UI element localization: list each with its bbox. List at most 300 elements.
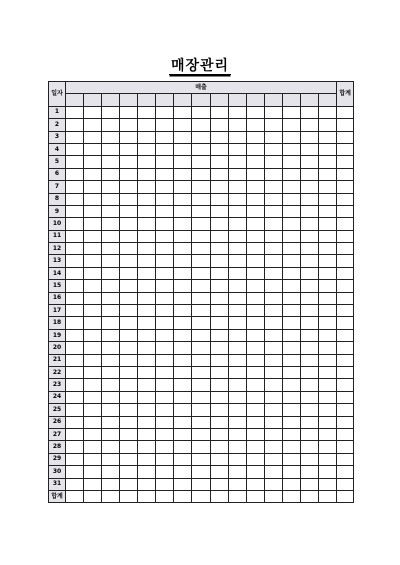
sales-cell[interactable] (228, 106, 246, 118)
sales-cell[interactable] (156, 243, 174, 255)
sales-cell[interactable] (120, 466, 138, 478)
sales-cell[interactable] (120, 280, 138, 292)
sales-cell[interactable] (264, 466, 282, 478)
sales-cell[interactable] (210, 441, 228, 453)
sales-cell[interactable] (210, 329, 228, 341)
sales-cell[interactable] (66, 317, 84, 329)
sales-cell[interactable] (210, 119, 228, 131)
sales-cell[interactable] (156, 280, 174, 292)
sales-cell[interactable] (282, 218, 300, 230)
sales-cell[interactable] (66, 106, 84, 118)
sales-cell[interactable] (102, 416, 120, 428)
sales-cell[interactable] (282, 453, 300, 465)
sales-cell[interactable] (84, 131, 102, 143)
sales-cell[interactable] (246, 354, 264, 366)
sales-cell[interactable] (246, 193, 264, 205)
sales-cell[interactable] (264, 243, 282, 255)
sales-cell[interactable] (102, 478, 120, 490)
row-total-cell[interactable] (337, 156, 354, 168)
sales-cell[interactable] (300, 416, 318, 428)
sales-cell[interactable] (318, 267, 336, 279)
sales-cell[interactable] (192, 342, 210, 354)
sales-cell[interactable] (228, 143, 246, 155)
sales-cell[interactable] (102, 243, 120, 255)
sales-cell[interactable] (318, 292, 336, 304)
sales-cell[interactable] (84, 416, 102, 428)
sales-cell[interactable] (138, 119, 156, 131)
sales-cell[interactable] (192, 379, 210, 391)
sales-cell[interactable] (156, 267, 174, 279)
sales-cell[interactable] (102, 181, 120, 193)
sales-cell[interactable] (246, 156, 264, 168)
sales-cell[interactable] (192, 416, 210, 428)
sales-cell[interactable] (174, 317, 192, 329)
sales-cell[interactable] (300, 267, 318, 279)
sales-cell[interactable] (156, 143, 174, 155)
sales-cell[interactable] (138, 428, 156, 440)
sales-cell[interactable] (282, 292, 300, 304)
sales-cell[interactable] (264, 143, 282, 155)
sales-cell[interactable] (246, 404, 264, 416)
sales-cell[interactable] (120, 441, 138, 453)
sales-cell[interactable] (120, 168, 138, 180)
sales-cell[interactable] (174, 205, 192, 217)
sales-cell[interactable] (138, 280, 156, 292)
sales-cell[interactable] (156, 428, 174, 440)
sales-cell[interactable] (138, 243, 156, 255)
sales-cell[interactable] (210, 366, 228, 378)
sales-cell[interactable] (246, 243, 264, 255)
sales-cell[interactable] (282, 441, 300, 453)
sales-cell[interactable] (246, 379, 264, 391)
sales-cell[interactable] (84, 181, 102, 193)
sales-cell[interactable] (102, 205, 120, 217)
sales-cell[interactable] (192, 441, 210, 453)
sales-cell[interactable] (102, 453, 120, 465)
sales-cell[interactable] (300, 404, 318, 416)
sales-cell[interactable] (120, 243, 138, 255)
sales-cell[interactable] (120, 416, 138, 428)
sales-cell[interactable] (246, 416, 264, 428)
sales-cell[interactable] (192, 466, 210, 478)
sales-cell[interactable] (318, 143, 336, 155)
sales-cell[interactable] (102, 391, 120, 403)
sales-cell[interactable] (120, 119, 138, 131)
sales-cell[interactable] (66, 342, 84, 354)
sales-cell[interactable] (264, 379, 282, 391)
sales-cell[interactable] (66, 466, 84, 478)
sales-cell[interactable] (192, 156, 210, 168)
sales-cell[interactable] (318, 391, 336, 403)
sales-cell[interactable] (300, 329, 318, 341)
sales-cell[interactable] (300, 205, 318, 217)
sales-cell[interactable] (174, 131, 192, 143)
sales-cell[interactable] (246, 292, 264, 304)
sales-cell[interactable] (102, 193, 120, 205)
sales-cell[interactable] (174, 416, 192, 428)
row-total-cell[interactable] (337, 404, 354, 416)
sales-cell[interactable] (264, 119, 282, 131)
sales-cell[interactable] (246, 305, 264, 317)
sales-cell[interactable] (192, 490, 210, 502)
sales-cell[interactable] (210, 428, 228, 440)
sales-cell[interactable] (246, 106, 264, 118)
sales-cell[interactable] (84, 119, 102, 131)
sales-cell[interactable] (66, 391, 84, 403)
row-total-cell[interactable] (337, 490, 354, 502)
sales-cell[interactable] (264, 317, 282, 329)
sales-cell[interactable] (156, 416, 174, 428)
row-total-cell[interactable] (337, 354, 354, 366)
sales-cell[interactable] (120, 366, 138, 378)
sales-cell[interactable] (156, 342, 174, 354)
sales-cell[interactable] (84, 292, 102, 304)
sales-cell[interactable] (246, 168, 264, 180)
sales-cell[interactable] (228, 478, 246, 490)
sales-cell[interactable] (228, 366, 246, 378)
sales-cell[interactable] (282, 156, 300, 168)
sales-cell[interactable] (264, 280, 282, 292)
sales-cell[interactable] (210, 478, 228, 490)
sales-cell[interactable] (192, 453, 210, 465)
sales-cell[interactable] (102, 119, 120, 131)
sales-cell[interactable] (156, 131, 174, 143)
sales-cell[interactable] (156, 466, 174, 478)
sales-cell[interactable] (228, 255, 246, 267)
sales-cell[interactable] (210, 280, 228, 292)
sales-cell[interactable] (138, 490, 156, 502)
sales-cell[interactable] (84, 366, 102, 378)
sales-cell[interactable] (210, 243, 228, 255)
row-total-cell[interactable] (337, 168, 354, 180)
sales-cell[interactable] (138, 478, 156, 490)
sales-cell[interactable] (120, 354, 138, 366)
sales-cell[interactable] (102, 490, 120, 502)
sales-cell[interactable] (300, 478, 318, 490)
row-total-cell[interactable] (337, 119, 354, 131)
sales-cell[interactable] (318, 428, 336, 440)
sales-cell[interactable] (84, 391, 102, 403)
sales-cell[interactable] (192, 317, 210, 329)
row-total-cell[interactable] (337, 416, 354, 428)
sales-cell[interactable] (318, 466, 336, 478)
sales-cell[interactable] (102, 317, 120, 329)
sales-cell[interactable] (102, 466, 120, 478)
sales-cell[interactable] (66, 143, 84, 155)
sales-cell[interactable] (156, 453, 174, 465)
sales-cell[interactable] (120, 131, 138, 143)
sales-cell[interactable] (228, 205, 246, 217)
sales-cell[interactable] (84, 193, 102, 205)
sales-cell[interactable] (300, 428, 318, 440)
sales-cell[interactable] (120, 305, 138, 317)
sales-cell[interactable] (156, 255, 174, 267)
sales-cell[interactable] (102, 106, 120, 118)
sales-cell[interactable] (156, 441, 174, 453)
sales-cell[interactable] (66, 243, 84, 255)
row-total-cell[interactable] (337, 267, 354, 279)
sales-cell[interactable] (300, 143, 318, 155)
sales-cell[interactable] (264, 292, 282, 304)
sales-cell[interactable] (228, 329, 246, 341)
sales-cell[interactable] (282, 416, 300, 428)
sales-cell[interactable] (66, 428, 84, 440)
sales-cell[interactable] (264, 478, 282, 490)
sales-cell[interactable] (282, 243, 300, 255)
sales-cell[interactable] (156, 354, 174, 366)
row-total-cell[interactable] (337, 143, 354, 155)
sales-cell[interactable] (264, 416, 282, 428)
sales-cell[interactable] (300, 305, 318, 317)
sales-cell[interactable] (174, 305, 192, 317)
sales-cell[interactable] (66, 354, 84, 366)
sales-cell[interactable] (246, 181, 264, 193)
sales-cell[interactable] (300, 466, 318, 478)
sales-cell[interactable] (300, 156, 318, 168)
row-total-cell[interactable] (337, 280, 354, 292)
sales-cell[interactable] (300, 366, 318, 378)
sales-cell[interactable] (264, 391, 282, 403)
sales-cell[interactable] (156, 168, 174, 180)
sales-cell[interactable] (192, 428, 210, 440)
sales-cell[interactable] (228, 354, 246, 366)
sales-cell[interactable] (66, 478, 84, 490)
sales-cell[interactable] (318, 218, 336, 230)
sales-cell[interactable] (66, 131, 84, 143)
sales-cell[interactable] (66, 255, 84, 267)
sales-cell[interactable] (228, 391, 246, 403)
row-total-cell[interactable] (337, 243, 354, 255)
sales-cell[interactable] (300, 181, 318, 193)
sales-cell[interactable] (210, 354, 228, 366)
sales-cell[interactable] (282, 379, 300, 391)
sales-cell[interactable] (282, 404, 300, 416)
sales-cell[interactable] (228, 292, 246, 304)
sales-cell[interactable] (174, 379, 192, 391)
sales-cell[interactable] (228, 416, 246, 428)
sales-cell[interactable] (318, 478, 336, 490)
sales-cell[interactable] (84, 466, 102, 478)
sales-cell[interactable] (264, 168, 282, 180)
sales-cell[interactable] (300, 441, 318, 453)
sales-cell[interactable] (174, 267, 192, 279)
sales-cell[interactable] (210, 416, 228, 428)
sales-cell[interactable] (138, 329, 156, 341)
sales-cell[interactable] (282, 280, 300, 292)
sales-cell[interactable] (192, 391, 210, 403)
sales-cell[interactable] (282, 205, 300, 217)
sales-cell[interactable] (318, 193, 336, 205)
sales-cell[interactable] (192, 119, 210, 131)
sales-cell[interactable] (120, 329, 138, 341)
sales-cell[interactable] (318, 441, 336, 453)
sales-cell[interactable] (300, 391, 318, 403)
sales-cell[interactable] (138, 143, 156, 155)
sales-cell[interactable] (120, 230, 138, 242)
sales-cell[interactable] (192, 106, 210, 118)
sales-cell[interactable] (210, 379, 228, 391)
sales-cell[interactable] (228, 230, 246, 242)
sales-cell[interactable] (120, 490, 138, 502)
sales-cell[interactable] (246, 119, 264, 131)
sales-cell[interactable] (282, 490, 300, 502)
sales-cell[interactable] (246, 230, 264, 242)
sales-cell[interactable] (300, 230, 318, 242)
sales-cell[interactable] (300, 168, 318, 180)
sales-cell[interactable] (318, 329, 336, 341)
sales-cell[interactable] (192, 305, 210, 317)
sales-cell[interactable] (210, 255, 228, 267)
sales-cell[interactable] (84, 490, 102, 502)
sales-cell[interactable] (246, 317, 264, 329)
sales-cell[interactable] (210, 193, 228, 205)
sales-cell[interactable] (264, 193, 282, 205)
sales-cell[interactable] (210, 131, 228, 143)
sales-cell[interactable] (84, 441, 102, 453)
sales-cell[interactable] (102, 218, 120, 230)
sales-cell[interactable] (192, 255, 210, 267)
sales-cell[interactable] (318, 131, 336, 143)
sales-cell[interactable] (282, 267, 300, 279)
sales-cell[interactable] (264, 441, 282, 453)
sales-cell[interactable] (282, 305, 300, 317)
sales-cell[interactable] (318, 404, 336, 416)
sales-cell[interactable] (66, 181, 84, 193)
sales-cell[interactable] (174, 342, 192, 354)
sales-cell[interactable] (156, 305, 174, 317)
sales-cell[interactable] (174, 280, 192, 292)
sales-cell[interactable] (138, 391, 156, 403)
sales-cell[interactable] (318, 416, 336, 428)
row-total-cell[interactable] (337, 428, 354, 440)
sales-cell[interactable] (174, 453, 192, 465)
sales-cell[interactable] (174, 143, 192, 155)
sales-cell[interactable] (138, 193, 156, 205)
sales-cell[interactable] (102, 267, 120, 279)
row-total-cell[interactable] (337, 329, 354, 341)
sales-cell[interactable] (156, 490, 174, 502)
sales-cell[interactable] (192, 193, 210, 205)
sales-cell[interactable] (228, 404, 246, 416)
sales-cell[interactable] (102, 329, 120, 341)
sales-cell[interactable] (156, 230, 174, 242)
sales-cell[interactable] (120, 143, 138, 155)
row-total-cell[interactable] (337, 131, 354, 143)
sales-cell[interactable] (246, 255, 264, 267)
sales-cell[interactable] (192, 404, 210, 416)
sales-cell[interactable] (120, 342, 138, 354)
sales-cell[interactable] (156, 404, 174, 416)
sales-cell[interactable] (156, 366, 174, 378)
sales-cell[interactable] (66, 441, 84, 453)
sales-cell[interactable] (246, 466, 264, 478)
sales-cell[interactable] (66, 490, 84, 502)
sales-cell[interactable] (84, 243, 102, 255)
sales-cell[interactable] (228, 243, 246, 255)
sales-cell[interactable] (192, 243, 210, 255)
sales-cell[interactable] (246, 267, 264, 279)
sales-cell[interactable] (192, 205, 210, 217)
sales-cell[interactable] (84, 230, 102, 242)
sales-cell[interactable] (84, 478, 102, 490)
sales-cell[interactable] (192, 292, 210, 304)
sales-cell[interactable] (210, 342, 228, 354)
sales-cell[interactable] (138, 106, 156, 118)
sales-cell[interactable] (192, 218, 210, 230)
sales-cell[interactable] (84, 280, 102, 292)
sales-cell[interactable] (66, 453, 84, 465)
sales-cell[interactable] (120, 181, 138, 193)
sales-cell[interactable] (138, 181, 156, 193)
sales-cell[interactable] (264, 267, 282, 279)
sales-cell[interactable] (66, 379, 84, 391)
sales-cell[interactable] (192, 131, 210, 143)
sales-cell[interactable] (264, 354, 282, 366)
sales-cell[interactable] (174, 404, 192, 416)
sales-cell[interactable] (228, 181, 246, 193)
sales-cell[interactable] (264, 205, 282, 217)
sales-cell[interactable] (300, 119, 318, 131)
sales-cell[interactable] (210, 404, 228, 416)
sales-cell[interactable] (174, 490, 192, 502)
sales-cell[interactable] (120, 218, 138, 230)
row-total-cell[interactable] (337, 106, 354, 118)
sales-cell[interactable] (246, 280, 264, 292)
row-total-cell[interactable] (337, 453, 354, 465)
sales-cell[interactable] (246, 329, 264, 341)
sales-cell[interactable] (138, 156, 156, 168)
sales-cell[interactable] (192, 478, 210, 490)
sales-cell[interactable] (318, 305, 336, 317)
sales-cell[interactable] (120, 391, 138, 403)
sales-cell[interactable] (138, 255, 156, 267)
sales-cell[interactable] (228, 218, 246, 230)
sales-cell[interactable] (210, 143, 228, 155)
sales-cell[interactable] (282, 106, 300, 118)
sales-cell[interactable] (300, 106, 318, 118)
sales-cell[interactable] (66, 168, 84, 180)
sales-cell[interactable] (84, 267, 102, 279)
sales-cell[interactable] (66, 416, 84, 428)
sales-cell[interactable] (138, 441, 156, 453)
sales-cell[interactable] (174, 243, 192, 255)
sales-cell[interactable] (102, 230, 120, 242)
row-total-cell[interactable] (337, 391, 354, 403)
sales-cell[interactable] (102, 255, 120, 267)
sales-cell[interactable] (210, 230, 228, 242)
sales-cell[interactable] (228, 305, 246, 317)
sales-cell[interactable] (120, 267, 138, 279)
sales-cell[interactable] (120, 428, 138, 440)
sales-cell[interactable] (246, 205, 264, 217)
sales-cell[interactable] (282, 329, 300, 341)
row-total-cell[interactable] (337, 466, 354, 478)
sales-cell[interactable] (156, 193, 174, 205)
sales-cell[interactable] (318, 230, 336, 242)
row-total-cell[interactable] (337, 181, 354, 193)
sales-cell[interactable] (228, 280, 246, 292)
row-total-cell[interactable] (337, 478, 354, 490)
sales-cell[interactable] (156, 292, 174, 304)
sales-cell[interactable] (318, 280, 336, 292)
sales-cell[interactable] (246, 428, 264, 440)
sales-cell[interactable] (174, 329, 192, 341)
sales-cell[interactable] (120, 205, 138, 217)
sales-cell[interactable] (228, 466, 246, 478)
sales-cell[interactable] (84, 156, 102, 168)
row-total-cell[interactable] (337, 379, 354, 391)
sales-cell[interactable] (138, 354, 156, 366)
